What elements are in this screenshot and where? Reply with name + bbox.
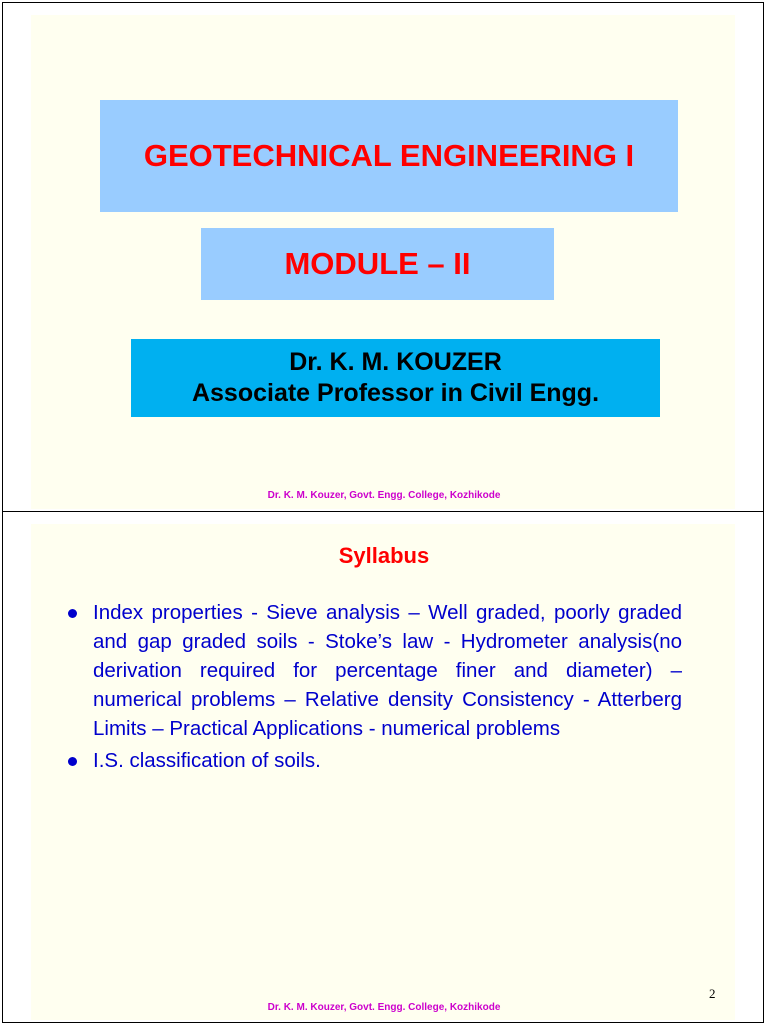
- syllabus-heading: Syllabus: [338, 543, 430, 568]
- module-label: MODULE – II: [284, 246, 471, 281]
- page-number: 2: [709, 986, 716, 1001]
- slide2-footer: Dr. K. M. Kouzer, Govt. Engg. College, Kozhikode: [267, 1002, 501, 1013]
- bullet-icon: [68, 609, 77, 618]
- list-item-text: I.S. classification of soils.: [93, 749, 321, 772]
- slide1-footer: Dr. K. M. Kouzer, Govt. Engg. College, Kozhikode: [267, 490, 501, 501]
- list-item: [66, 746, 682, 775]
- course-title-box: [100, 100, 678, 212]
- list-item: [66, 598, 682, 743]
- course-title: GEOTECHNICAL ENGINEERING I: [143, 138, 635, 173]
- author-name: Dr. K. M. KOUZER: [289, 348, 502, 376]
- bullet-icon: [68, 757, 77, 766]
- list-item-text: Index properties - Sieve analysis – Well graded, poorly graded and gap graded soils - Stoke’s law - Hydrometer analysis(no derivation required for percentage finer and diameter) – numerical problems – Relative density Consistency - Atterberg Limits – Practical Applications - numerical problems: [93, 601, 682, 740]
- syllabus-list: [66, 598, 682, 778]
- author-box: [131, 339, 660, 417]
- module-box: [201, 228, 554, 300]
- author-position: Associate Professor in Civil Engg.: [191, 379, 600, 407]
